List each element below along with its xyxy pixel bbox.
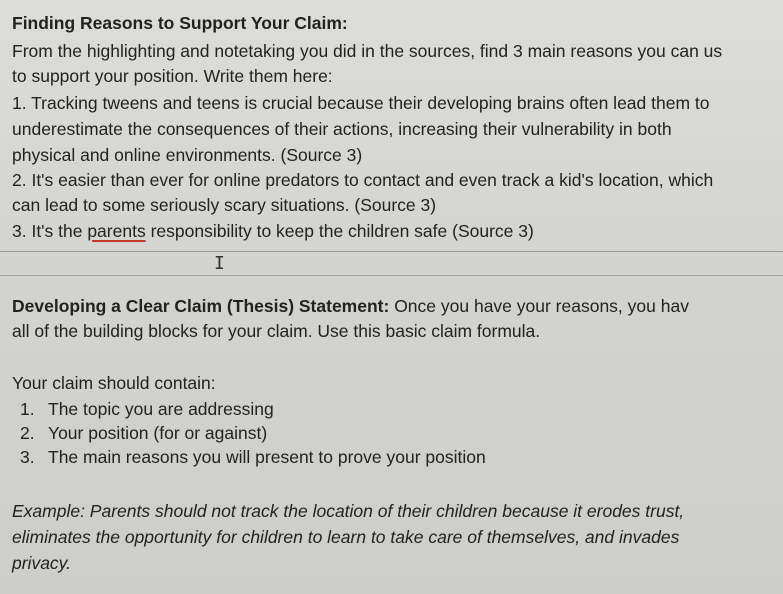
reason-2-line-2[interactable]: can lead to some seriously scary situations. (Source 3) bbox=[12, 195, 437, 215]
reason-1-line-1[interactable]: 1. Tracking tweens and teens is crucial because their developing brains often lead them to bbox=[12, 93, 710, 113]
reasons-section bbox=[0, 0, 783, 252]
example-line-1: Example: Parents should not track the location of their children because it erodes trust, bbox=[12, 501, 685, 521]
blank-answer-row[interactable] bbox=[0, 252, 783, 276]
claim-contain-label: Your claim should contain: bbox=[12, 373, 216, 393]
example-line-2: eliminates the opportunity for children to learn to take care of themselves, and invades bbox=[12, 527, 680, 547]
reason-3-prefix: 3. It's the bbox=[12, 221, 88, 241]
list-item: 2. Your position (for or against) bbox=[20, 423, 268, 443]
reasons-heading: Finding Reasons to Support Your Claim: bbox=[12, 13, 348, 33]
claim-heading-line bbox=[12, 295, 689, 317]
reason-3-suffix: responsibility to keep the children safe (Source 3) bbox=[145, 221, 534, 241]
reason-1-line-3[interactable]: physical and online environments. (Source 3) bbox=[12, 145, 363, 165]
reason-2-line-1[interactable]: 2. It's easier than ever for online predators to contact and even track a kid's location, which bbox=[12, 170, 714, 190]
claim-heading: Developing a Clear Claim (Thesis) Statement: bbox=[12, 296, 390, 316]
reasons-instruction-line-2: to support your position. Write them here: bbox=[12, 66, 333, 86]
claim-criteria-list bbox=[20, 397, 486, 469]
list-item: 1. The topic you are addressing bbox=[20, 399, 274, 419]
text-cursor-icon: I bbox=[214, 253, 225, 274]
reason-3-line[interactable] bbox=[12, 220, 534, 242]
spellcheck-underlined-word[interactable]: parents bbox=[87, 221, 146, 241]
reason-1-line-2[interactable]: underestimate the consequences of their actions, increasing their vulnerability in both bbox=[12, 119, 672, 139]
reasons-instruction-line-1: From the highlighting and notetaking you did in the sources, find 3 main reasons you can us bbox=[12, 41, 723, 61]
example-line-3: privacy. bbox=[12, 553, 71, 573]
list-item: 3. The main reasons you will present to prove your position bbox=[20, 447, 486, 467]
claim-intro-line-2: all of the building blocks for your claim. Use this basic claim formula. bbox=[12, 321, 541, 341]
claim-heading-rest: Once you have your reasons, you hav bbox=[389, 296, 689, 316]
